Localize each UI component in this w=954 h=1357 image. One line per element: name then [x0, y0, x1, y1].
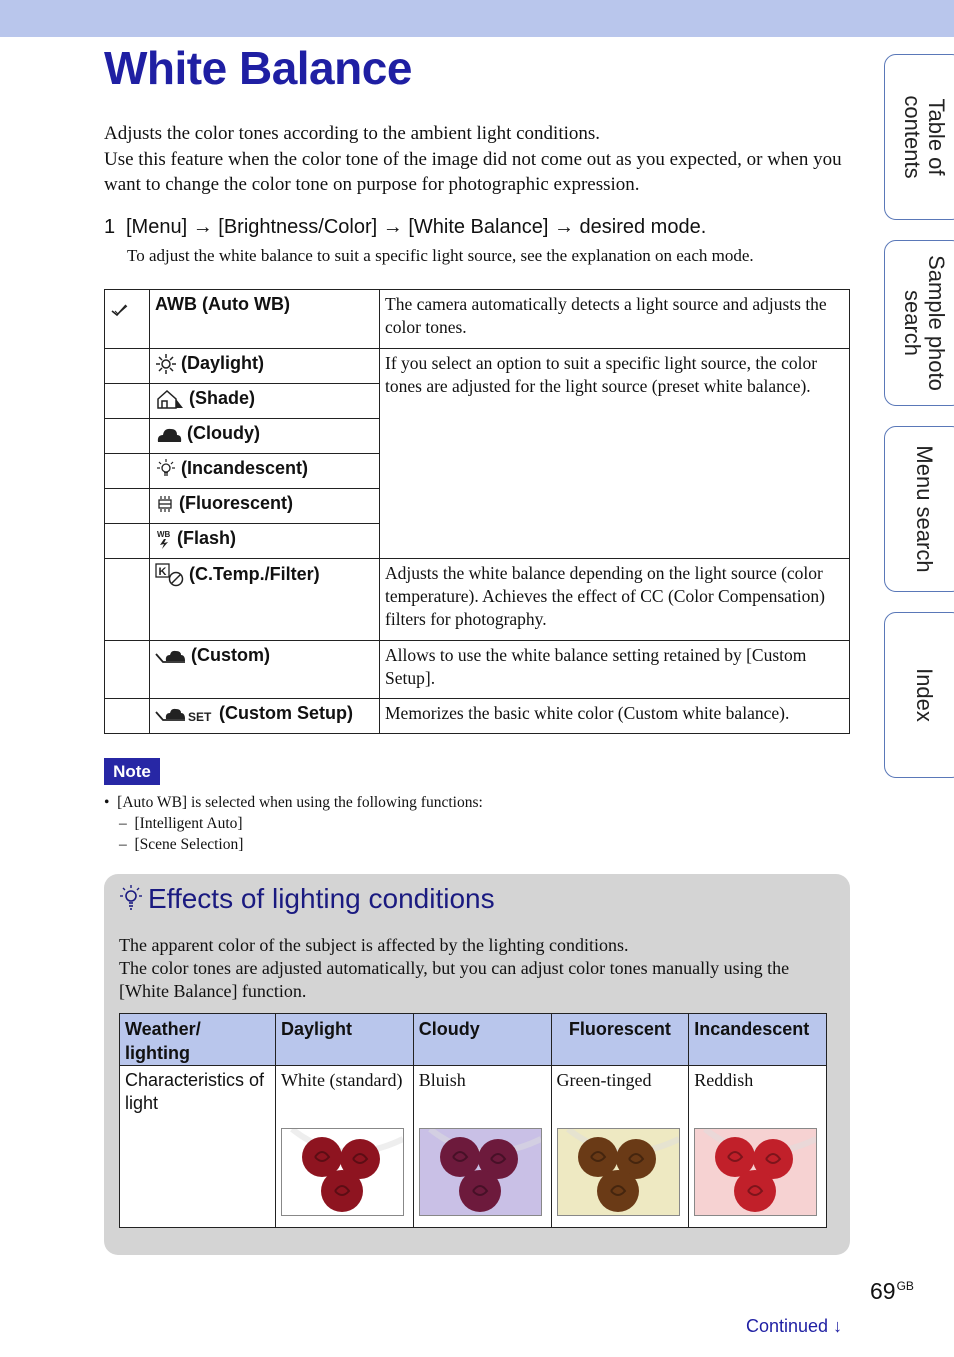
mode-name: (Daylight) — [181, 353, 264, 373]
mode-description: Memorizes the basic white color (Custom white balance). — [380, 699, 850, 734]
svg-text:WB: WB — [157, 530, 171, 540]
mode-indicator-cell — [105, 290, 150, 349]
mode-row-custom-setup — [105, 699, 850, 734]
svg-text:K: K — [158, 566, 167, 578]
tab-table-of-contents[interactable] — [884, 54, 954, 220]
note-badge: Note — [104, 758, 160, 785]
lighting-cell-text: Green-tinged — [556, 1070, 652, 1090]
rose-photo — [281, 1128, 404, 1216]
tab-menu-search[interactable] — [884, 426, 954, 592]
lighting-row-label: Characteristics of light — [120, 1066, 276, 1228]
mode-row-daylight — [105, 349, 850, 384]
step-number: 1 — [104, 216, 116, 238]
custom-setup-icon — [155, 704, 215, 724]
cloudy-icon — [155, 424, 183, 444]
effects-panel — [104, 874, 850, 1255]
mode-name: (C.Temp./Filter) — [189, 563, 320, 584]
step-text: [Menu] → [Brightness/Color] → [White Balance] → desired mode. — [126, 216, 707, 238]
tab-label: Index — [912, 668, 937, 722]
lighting-cell-text: White (standard) — [281, 1070, 403, 1090]
effects-heading — [118, 880, 495, 918]
mode-name: (Fluorescent) — [179, 493, 294, 513]
custom-icon — [155, 646, 187, 666]
tab-sample-photo-search[interactable] — [884, 240, 954, 406]
effects-line: The apparent color of the subject is affected by the lighting conditions. — [119, 935, 629, 955]
daylight-icon — [155, 354, 177, 374]
mode-name: (Incandescent) — [181, 458, 309, 478]
lighting-cell-text: Reddish — [694, 1070, 754, 1090]
note-list — [104, 792, 483, 855]
note-subitem: – [Scene Selection] — [119, 836, 244, 853]
intro-line: Use this feature when the color tone of the image did not come out as you expected, or when you want to change the color tone on purpose for photographic expression. — [104, 148, 842, 195]
shade-icon — [155, 388, 185, 410]
lighting-cell — [276, 1066, 414, 1228]
mode-row-custom — [105, 641, 850, 699]
white-balance-modes-table — [104, 289, 850, 734]
page-suffix: GB — [896, 1279, 914, 1293]
tab-label: Menu search — [912, 445, 937, 573]
mode-description: The camera automatically detects a light source and adjusts the color tones. — [380, 290, 850, 349]
check-icon — [109, 300, 129, 320]
lighting-header: Daylight — [276, 1014, 414, 1066]
lighting-header: Incandescent — [689, 1014, 827, 1066]
lighting-cell — [689, 1066, 827, 1228]
note-subitem: – [Intelligent Auto] — [119, 815, 243, 832]
lighting-header-row — [120, 1014, 827, 1066]
mode-name: (Shade) — [189, 388, 256, 408]
effects-line: The color tones are adjusted automatically, but you can adjust color tones manually using the [White Balance] function. — [119, 958, 790, 1001]
lighting-header: Cloudy — [413, 1014, 551, 1066]
intro-line: Adjusts the color tones according to the ambient light conditions. — [104, 123, 601, 144]
effects-text — [119, 934, 839, 1003]
svg-text:SET: SET — [188, 710, 212, 725]
top-band — [0, 0, 954, 37]
step-note: To adjust the white balance to suit a specific light source, see the explanation on each mode. — [127, 246, 754, 265]
rose-photo — [419, 1128, 542, 1216]
tab-label: Table of contents — [900, 95, 949, 179]
effects-title: Effects of lighting conditions — [148, 883, 495, 914]
hint-bulb-icon — [118, 884, 144, 912]
rose-photo — [694, 1128, 817, 1216]
mode-row-ctemp — [105, 559, 850, 641]
intro-text — [104, 121, 854, 198]
incandescent-icon — [155, 459, 177, 479]
mode-name: (Cloudy) — [187, 423, 260, 443]
tab-label: Sample photo search — [900, 255, 949, 391]
mode-row-awb — [105, 290, 850, 349]
lighting-row — [120, 1066, 827, 1228]
mode-name: AWB (Auto WB) — [150, 290, 380, 349]
page-title: White Balance — [104, 42, 412, 94]
page-number: $69^{GB}$ — [870, 1278, 914, 1304]
lighting-header: Weather/ lighting — [120, 1014, 276, 1066]
step-1 — [104, 214, 706, 240]
mode-description: If you select an option to suit a specific light source, the color tones are adjusted for the light source (preset white balance). — [380, 349, 850, 559]
lighting-table — [119, 1013, 827, 1228]
ctemp-filter-icon — [155, 563, 185, 587]
mode-name: (Custom) — [191, 645, 270, 665]
mode-description: Adjusts the white balance depending on the light source (color temperature). Achieves the effect of CC (Color Compensation) filters for photography. — [380, 559, 850, 641]
flash-icon — [155, 529, 173, 549]
mode-description: Allows to use the white balance setting retained by [Custom Setup]. — [380, 641, 850, 699]
lighting-header: Fluorescent — [551, 1014, 689, 1066]
continued-link[interactable]: Continued ↓ — [746, 1316, 843, 1336]
mode-name: (Custom Setup) — [219, 703, 353, 723]
lighting-cell-text: Bluish — [418, 1070, 466, 1090]
mode-name: (Flash) — [177, 528, 237, 548]
tab-index[interactable] — [884, 612, 954, 778]
lighting-cell — [551, 1066, 689, 1228]
note-bullet: • [Auto WB] is selected when using the following functions: — [104, 794, 483, 811]
lighting-cell — [413, 1066, 551, 1228]
fluorescent-icon — [155, 494, 175, 514]
rose-photo — [557, 1128, 680, 1216]
